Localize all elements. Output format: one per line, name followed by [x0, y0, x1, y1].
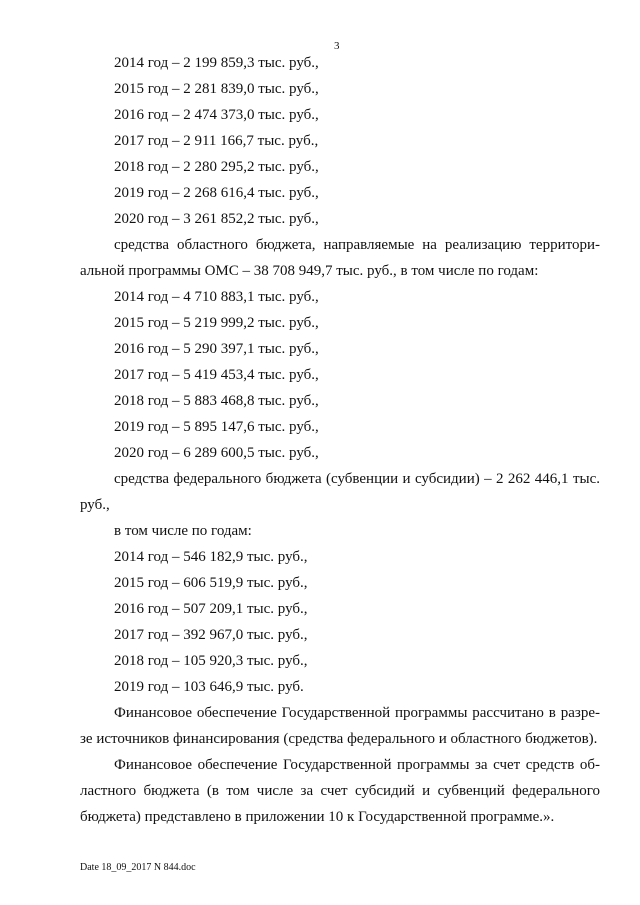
year-line-2020-b: 2020 год – 6 289 600,5 тыс. руб., — [114, 445, 319, 461]
year-line-2015-c: 2015 год – 606 519,9 тыс. руб., — [114, 575, 308, 591]
year-line-2016-b: 2016 год – 5 290 397,1 тыс. руб., — [114, 341, 319, 357]
year-line-2017-c: 2017 год – 392 967,0 тыс. руб., — [114, 627, 308, 643]
year-line-2015-a: 2015 год – 2 281 839,0 тыс. руб., — [114, 81, 319, 97]
page-number: 3 — [334, 40, 340, 52]
document-body — [80, 50, 600, 830]
year-line-2014-c: 2014 год – 546 182,9 тыс. руб., — [114, 549, 308, 565]
federal-funding-paragraph: средства федерального бюджета (субвенции и субсидии) – 2 262 446,1 тыс. руб., — [80, 471, 600, 513]
year-line-2018-c: 2018 год – 105 920,3 тыс. руб., — [114, 653, 308, 669]
year-line-2017-b: 2017 год – 5 419 453,4 тыс. руб., — [114, 367, 319, 383]
year-line-2016-c: 2016 год – 507 209,1 тыс. руб., — [114, 601, 308, 617]
year-line-2016-a: 2016 год – 2 474 373,0 тыс. руб., — [114, 107, 319, 123]
year-line-2019-c: 2019 год – 103 646,9 тыс. руб. — [114, 679, 304, 695]
year-line-2018-a: 2018 год – 2 280 295,2 тыс. руб., — [114, 159, 319, 175]
year-line-2014-a: 2014 год – 2 199 859,3 тыс. руб., — [114, 55, 319, 71]
year-line-2020-a: 2020 год – 3 261 852,2 тыс. руб., — [114, 211, 319, 227]
year-line-2017-a: 2017 год – 2 911 166,7 тыс. руб., — [114, 133, 319, 149]
oms-funding-paragraph: средства областного бюджета, направляемые на реализацию территори-альной программы ОМС – 38 708 949,7 тыс. руб., в том числе по годам: — [80, 237, 600, 279]
by-years-label: в том числе по годам: — [114, 523, 252, 539]
footer-doc-label: Date 18_09_2017 N 844.doc — [80, 862, 196, 873]
year-line-2019-a: 2019 год – 2 268 616,4 тыс. руб., — [114, 185, 319, 201]
year-line-2015-b: 2015 год – 5 219 999,2 тыс. руб., — [114, 315, 319, 331]
finance-paragraph-1: Финансовое обеспечение Государственной программы рассчитано в разре-зе источников финансирования (средства федерального и областного бюджетов). — [80, 705, 600, 747]
year-line-2014-b: 2014 год – 4 710 883,1 тыс. руб., — [114, 289, 319, 305]
year-line-2019-b: 2019 год – 5 895 147,6 тыс. руб., — [114, 419, 319, 435]
finance-paragraph-2: Финансовое обеспечение Государственной программы за счет средств об-ластного бюджета (в том числе за счет субсидий и субвенций федерального бюджета) представлено в приложении 10 к Государственной программе.». — [80, 757, 600, 825]
year-line-2018-b: 2018 год – 5 883 468,8 тыс. руб., — [114, 393, 319, 409]
